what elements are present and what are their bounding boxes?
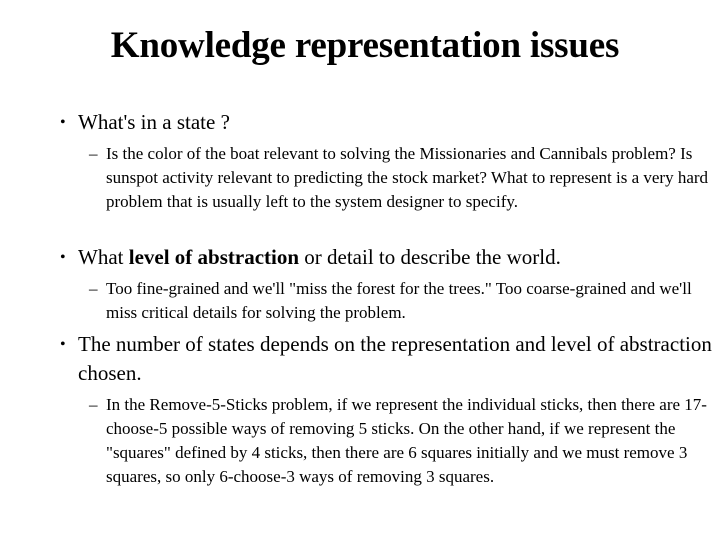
bullet-text-before: What [78, 245, 129, 269]
dash-icon: – [89, 395, 98, 414]
bullet-item [60, 330, 720, 388]
sub-bullet-item [89, 277, 718, 325]
bullet-dot-icon: • [60, 114, 66, 131]
bullet-text-bold: level of abstraction [128, 245, 300, 269]
sub-bullet-text: Too fine-grained and we'll "miss the forest for the trees." Too coarse-grained and we'll miss critical details for solving the problem. [106, 279, 692, 322]
bullet-item [60, 108, 720, 137]
bullet-text: What's in a state ? [78, 110, 230, 134]
sub-bullet-text: Is the color of the boat relevant to solving the Missionaries and Cannibals problem? Is sunspot activity relevant to predicting the stock market? What to represent is a very hard problem that is usually left to the system designer to specify. [106, 144, 709, 211]
bullet-item [60, 243, 720, 272]
bullet-text-after: or detail to describe the world. [299, 245, 561, 269]
slide-title: Knowledge representation issues [110, 25, 620, 66]
bullet-text: The number of states depends on the representation and level of abstraction chosen. [78, 332, 712, 385]
bullet-dot-icon: • [60, 249, 66, 266]
bullet-dot-icon: • [60, 336, 66, 353]
dash-icon: – [89, 279, 98, 298]
sub-bullet-item [89, 142, 718, 214]
sub-bullet-text: In the Remove-5-Sticks problem, if we represent the individual sticks, then there are 17-choose-5 possible ways of removing 5 sticks. On the other hand, if we represent the "squares" defined by 4 sticks, then there are 6 squares initially and we must remove 3 squares, so only 6-choose-3 ways of removing 3 squares. [106, 395, 707, 486]
sub-bullet-item [89, 393, 718, 489]
dash-icon: – [89, 144, 98, 163]
